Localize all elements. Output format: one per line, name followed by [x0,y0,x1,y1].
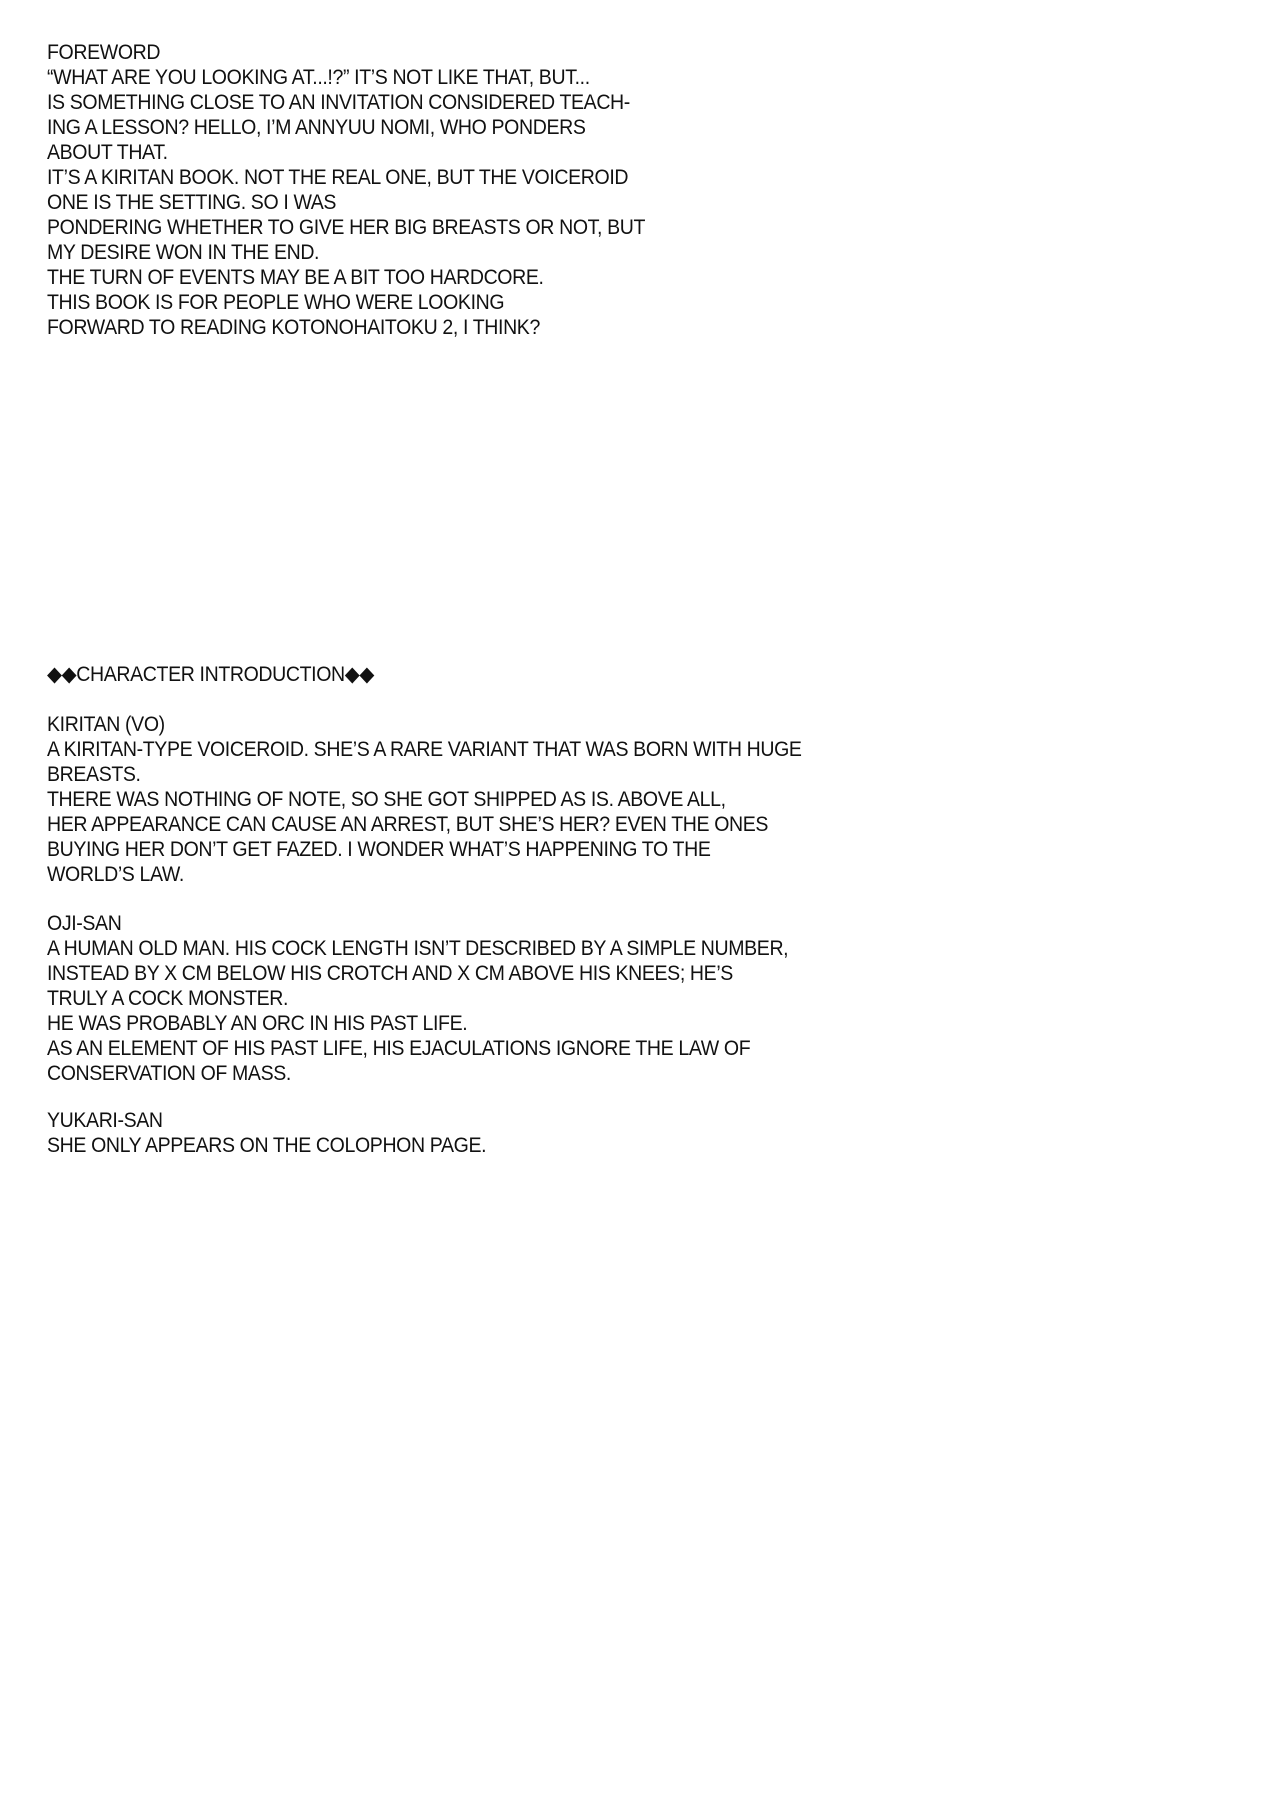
character-description-line: AS AN ELEMENT OF HIS PAST LIFE, HIS EJACULATIONS IGNORE THE LAW OF [47,1037,751,1060]
character-description-line: A HUMAN OLD MAN. HIS COCK LENGTH ISN’T DESCRIBED BY A SIMPLE NUMBER, [47,937,789,960]
character-yukari [47,1108,519,1158]
foreword-line: ABOUT THAT. [47,141,168,164]
foreword-line: FORWARD TO READING KOTONOHAITOKU 2, I THINK? [47,316,540,339]
character-description-line: HE WAS PROBABLY AN ORC IN HIS PAST LIFE. [47,1012,468,1035]
character-name: OJI-SAN [47,912,122,935]
character-description-line: INSTEAD BY X CM BELOW HIS CROTCH AND X CM ABOVE HIS KNEES; HE’S [47,962,733,985]
character-description-line: CONSERVATION OF MASS. [47,1062,291,1085]
foreword-line: PONDERING WHETHER TO GIVE HER BIG BREASTS OR NOT, BUT [47,216,646,239]
character-name: YUKARI-SAN [47,1109,163,1132]
foreword-line: THE TURN OF EVENTS MAY BE A BIT TOO HARDCORE. [47,266,544,289]
character-description-line: BREASTS. [47,763,141,786]
character-introduction-heading [47,662,399,687]
character-description-line: SHE ONLY APPEARS ON THE COLOPHON PAGE. [47,1134,487,1157]
foreword-line: ING A LESSON? HELLO, I’M ANNYUU NOMI, WHO PONDERS [47,116,586,139]
character-ojisan [47,911,844,1086]
foreword-line: IS SOMETHING CLOSE TO AN INVITATION CONSIDERED TEACH- [47,91,630,114]
character-name: KIRITAN (VO) [47,713,165,736]
foreword-section [47,40,690,340]
character-description-line: BUYING HER DON’T GET FAZED. I WONDER WHAT’S HAPPENING TO THE [47,838,711,861]
section-heading: ◆◆CHARACTER INTRODUCTION◆◆ [47,663,375,686]
foreword-line: “WHAT ARE YOU LOOKING AT...!?” IT’S NOT LIKE THAT, BUT... [47,66,590,89]
foreword-line: THIS BOOK IS FOR PEOPLE WHO WERE LOOKING [47,291,505,314]
foreword-line: ONE IS THE SETTING. SO I WAS [47,191,337,214]
character-description-line: HER APPEARANCE CAN CAUSE AN ARREST, BUT SHE’S HER? EVEN THE ONES [47,813,769,836]
character-description-line: WORLD’S LAW. [47,863,184,886]
character-description-line: THERE WAS NOTHING OF NOTE, SO SHE GOT SHIPPED AS IS. ABOVE ALL, [47,788,726,811]
foreword-title: FOREWORD [47,41,161,64]
character-kiritan [47,712,858,887]
foreword-line: MY DESIRE WON IN THE END. [47,241,320,264]
character-description-line: TRULY A COCK MONSTER. [47,987,289,1010]
character-description-line: A KIRITAN-TYPE VOICEROID. SHE’S A RARE VARIANT THAT WAS BORN WITH HUGE [47,738,802,761]
foreword-line: IT’S A KIRITAN BOOK. NOT THE REAL ONE, BUT THE VOICEROID [47,166,629,189]
